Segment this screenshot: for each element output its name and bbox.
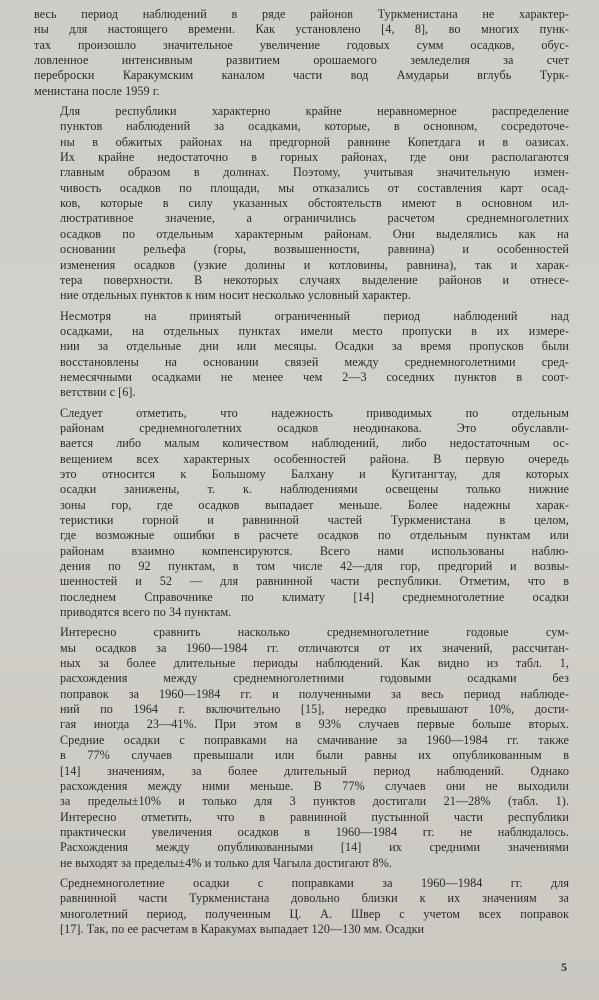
- text-line: менистана после 1959 г.: [34, 83, 160, 98]
- text-line: главным образом в долинах. Поэтому, учитывая значительную измен-: [60, 165, 569, 180]
- paragraph: [34, 876, 569, 937]
- text-line: Для республики характерно крайне неравномерное распределение: [60, 104, 569, 119]
- text-line: поправок за 1960—1984 гг. и полученными за весь период наблюде-: [60, 686, 569, 701]
- text-line: равнинной части Туркменистана довольно близки к их значениям за: [60, 891, 569, 906]
- text-line: ны в обжитых районах на предгорной равнине Копетдага и в оазисах.: [60, 134, 569, 149]
- document-body-text: [34, 7, 569, 937]
- text-line: дения по 92 пунктам, в том числе 42—для гор, предгорий и возвы-: [60, 559, 569, 574]
- text-line: ний по 1964 г. включительно [15], нередко превышают 10%, дости-: [60, 702, 569, 717]
- paragraph: [34, 104, 569, 303]
- paragraph: [34, 309, 569, 401]
- text-line: многолетний период, полученным Ц. А. Швер с учетом всех поправок: [60, 906, 569, 921]
- text-line: расхождения между среднемноголетними годовыми осадками без: [60, 671, 569, 686]
- text-line: изменения осадков (узкие долины и котловины, равнина), так и харак-: [60, 257, 569, 272]
- text-line: районам взаимно компенсируются. Всего нами использованы наблю-: [60, 543, 569, 558]
- text-line: весь период наблюдений в ряде районов Туркменистана не характер-: [34, 7, 569, 21]
- text-line: Расхождения между опубликованными [14] их средними значениями: [60, 840, 569, 855]
- text-line: ние отдельных пунктов к ним носит несколько условный характер.: [60, 288, 411, 303]
- text-line: нии за отдельные дни или месяцы. Осадки за время пропусков были: [60, 339, 569, 354]
- page-number: 5: [561, 960, 567, 974]
- paragraph: [34, 625, 569, 871]
- paragraph: [34, 7, 569, 99]
- text-line: тера поверхности. В некоторых случаях выделение районов и отнесе-: [60, 272, 569, 287]
- text-line: районам среднемноголетних осадков неодинакова. Это обуславли-: [60, 420, 569, 435]
- text-line: люстративное значение, а ограничились расчетом среднемноголетних: [60, 211, 569, 226]
- text-line: осадки занижены, т. к. наблюдениями освещены только нижние: [60, 482, 569, 497]
- text-line: немесячными осадками не менее чем 2—3 соседних пунктов в соот-: [60, 369, 569, 384]
- paragraph: [34, 406, 569, 621]
- text-line: за пределы±10% и только для 3 пунктов достигали 21—28% (табл. 1).: [60, 794, 569, 809]
- text-line: Интересно отметить, что в равнинной пустынной части республики: [60, 809, 569, 824]
- text-line: восстановлены на основании связей между среднемноголетними сред-: [60, 354, 569, 369]
- text-line: пунктов наблюдений за осадками, которые, в основном, сосредоточе-: [60, 119, 569, 134]
- text-line: ны для настоящего времени. Как установлено [4, 8], во многих пунк-: [34, 22, 569, 37]
- text-line: Интересно сравнить насколько среднемноголетние годовые сум-: [60, 625, 569, 640]
- text-line: в 77% случаев превышали или были равны их опубликованным в: [60, 748, 569, 763]
- text-line: ков, которые в силу указанных обстоятельств имеют в основном ил-: [60, 196, 569, 211]
- text-line: Их крайне недостаточно в горных районах, где они располагаются: [60, 150, 569, 165]
- text-line: расхождения между ними меньше. В 77% случаев они не выходили: [60, 778, 569, 793]
- text-line: осадков по отдельным характерным районам. Они выделялись как на: [60, 226, 569, 241]
- text-line: теристики горной и равнинной частей Туркменистана в целом,: [60, 513, 569, 527]
- text-line: Следует отметить, что надежность приводимых по отдельным: [60, 405, 569, 420]
- text-line: чивость осадков по площади, мы отказались от составления карт осад-: [60, 180, 569, 195]
- text-line: последнем Справочнике по климату [14] среднемноголетние осадки: [60, 589, 569, 604]
- text-line: ветствии с [6].: [60, 385, 136, 400]
- text-line: это относится к Большому Балхану и Кугитангтау, для которых: [60, 466, 569, 481]
- text-line: зоны гор, где осадков выпадает меньше. Более надежны харак-: [60, 497, 569, 512]
- text-line: практически увеличения осадков в 1960—1984 гг. не наблюдалось.: [60, 824, 569, 839]
- text-line: вещением всех характерных особенностей района. В первую очередь: [60, 451, 569, 466]
- text-line: гая иногда 23—41%. При этом в 93% случаев первые больше вторых.: [60, 717, 569, 732]
- text-line: ловленное интенсивным развитием орошаемого земледелия за счет: [34, 53, 569, 68]
- text-line: приводятся всего по 34 пунктам.: [60, 605, 232, 620]
- text-line: [14] значениям, за более длительный период наблюдений. Однако: [60, 763, 569, 778]
- text-line: мы осадков за 1960—1984 гг. отличаются от их значений, рассчитан-: [60, 640, 569, 655]
- text-line: переброски Каракумским каналом части вод Амударьи вглубь Турк-: [34, 68, 569, 83]
- text-line: вается либо малым количеством наблюдений, либо недостаточным ос-: [60, 436, 569, 451]
- text-line: Несмотря на принятый ограниченный период наблюдений над: [60, 308, 569, 323]
- text-line: тах произошло значительное увеличение годовых сумм осадков, обус-: [34, 37, 569, 52]
- text-line: Среднемноголетние осадки с поправками за 1960—1984 гг. для: [60, 875, 569, 890]
- text-line: ных за более длительные периоды наблюдений. Как видно из табл. 1,: [60, 656, 569, 671]
- text-line: Средние осадки с поправками на смачивание за 1960—1984 гг. также: [60, 732, 569, 747]
- text-line: [17]. Так, по ее расчетам в Каракумах выпадает 120—130 мм. Осадки: [60, 921, 425, 936]
- text-line: осадками, на отдельных пунктах имели место пропуски в их измере-: [60, 323, 569, 338]
- text-line: основании рельефа (горы, возвышенности, равнина) и особенностей: [60, 242, 569, 257]
- text-line: не выходят за пределы±4% и только для Чагыла достигают 8%.: [60, 855, 392, 870]
- text-line: шенностей и 52 — для равнинной части республики. Отметим, что в: [60, 574, 569, 589]
- text-line: где возможные ошибки в расчете осадков по отдельным пунктам или: [60, 528, 569, 543]
